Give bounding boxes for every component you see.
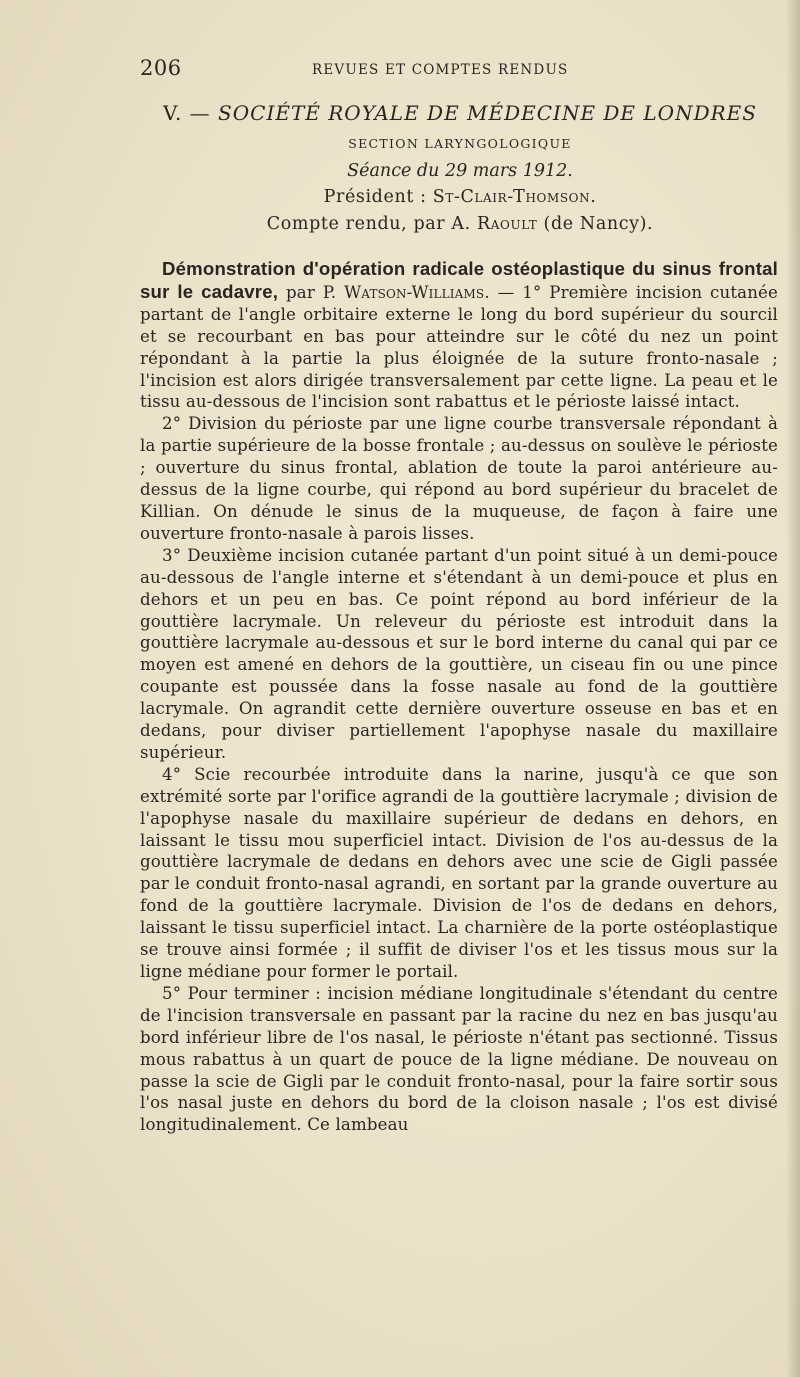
paragraph-5: 5° Pour terminer : incision médiane longitudinale s'étendant du centre de l'incision transversale en passant par la racine du nez en bas jusqu'au bord inférieur libre de l'os nasal, le périoste n'étant pas sectionné. Tissus mous rabattus à un quart de pouce de la ligne médiane. De nouveau on passe la scie de Gigli par le conduit fronto-nasal, pour la faire sortir sous l'os nasal juste en dehors du bord de la cloison nasale ; l'os est divisé longitudinalement. Ce lambeau xyxy=(140,983,778,1135)
running-head xyxy=(140,56,780,86)
page-number: 206 xyxy=(140,56,182,80)
paragraph-2: 2° Division du périoste par une ligne courbe transversale répondant à la partie supérieure de la bosse frontale ; au-dessus on soulève le périoste ; ouverture du sinus frontal, ablation de toute la paroi antérieure au-dessus de la ligne courbe, qui répond au bord supérieur du bracelet de Killian. On dénude le sinus de la muqueuse, de façon à faire une ouverture fronto-nasale à parois lisses. xyxy=(140,414,778,543)
report-credit-suffix: (de Nancy). xyxy=(537,214,654,234)
society-name: SOCIÉTÉ ROYALE DE MÉDECINE DE LONDRES xyxy=(218,101,757,125)
paragraph-4: 4° Scie recourbée introduite dans la narine, jusqu'à ce que son extrémité sorte par l'orifice agrandi de la gouttière lacrymale ; division de l'apophyse nasale du maxillaire supérieur de dedans en dehors, en laissant le tissu mou superficiel intact. Division de l'os au-dessus de la gouttière lacrymale de dedans en dehors avec une scie de Gigli passée par le conduit fronto-nasal agrandi, en sortant par la grande ouverture au fond de la gouttière lacrymale. Division de l'os de dedans en dehors, laissant le tissu superficiel intact. La charnière de la porte ostéoplastique se trouve ainsi formée ; il suffit de diviser l'os et les tissus mous sur la ligne médiane pour former le portail. xyxy=(140,764,778,981)
article-body xyxy=(140,258,778,1136)
article-title: Démonstration d'opération radicale ostéoplastique du sinus frontal sur le cadavre, xyxy=(140,258,778,302)
society-heading xyxy=(140,98,780,128)
paragraph-3: 3° Deuxième incision cutanée partant d'un point situé à un demi-pouce au-dessous de l'angle interne et s'étendant à un demi-pouce et plus en dehors et un peu en bas. Ce point répond au bord inférieur de la gouttière lacrymale. Un releveur du périoste est introduit dans la gouttière lacrymale au-dessous et sur le bord interne du canal qui par ce moyen est amené en dehors de la gouttière, un ciseau fin ou une pince coupante est poussée dans la fosse nasale au fond de la gouttière lacrymale. On agrandit cette dernière ouverture osseuse en bas et en dedans, pour diviser partiellement l'apophyse nasale du maxillaire supérieur. xyxy=(140,545,778,762)
paragraph-1 xyxy=(140,258,778,413)
paragraph-1-text: . — 1° Première incision cutanée partant de l'angle orbitaire externe le long du bord supérieur du sourcil et se recourbant en bas pour atteindre sur le côté du nez un point répondant à la partie la plus éloignée de la suture fronto-nasale ; l'incision est alors dirigée transversalement par cette ligne. La peau et le tissu au-dessous de l'incision sont rabattus et le périoste laissé intact. xyxy=(140,282,778,412)
president-name: St-Clair-Thomson. xyxy=(432,187,597,207)
president-line xyxy=(140,184,780,211)
section-header xyxy=(140,98,780,238)
running-title: REVUES ET COMPTES RENDUS xyxy=(312,62,569,78)
section-numeral: V. — xyxy=(163,101,219,125)
president-label: Président : xyxy=(323,187,433,207)
report-credit xyxy=(140,211,780,238)
author-prefix: par P. xyxy=(278,282,345,302)
session-date: Séance du 29 mars 1912. xyxy=(347,161,573,181)
binding-shadow xyxy=(786,0,800,1377)
report-credit-prefix: Compte rendu, par A. xyxy=(266,214,477,234)
report-author: Raoult xyxy=(477,214,538,234)
section-name: SECTION LARYNGOLOGIQUE xyxy=(348,136,572,151)
article-author: Watson-Williams xyxy=(344,282,485,302)
